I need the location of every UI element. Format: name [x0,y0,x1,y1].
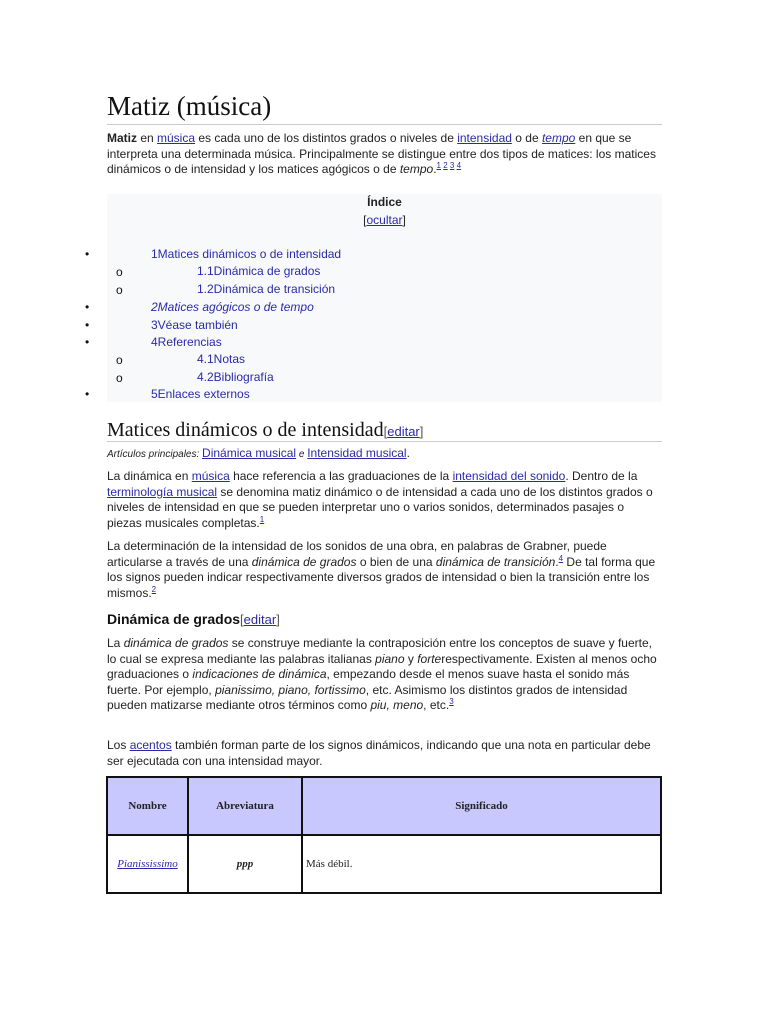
toc-bullet: o [116,283,123,297]
toc-item-matices-agogicos[interactable]: 2Matices agógicos o de tempo [151,300,314,314]
toc-item-dinamica-grados[interactable]: 1.1Dinámica de grados [197,264,321,278]
ref-link[interactable]: 2 [151,584,157,594]
toc-bullet: • [85,335,90,349]
ref-link[interactable]: 3 [449,161,455,170]
toc-item-referencias[interactable]: 4Referencias [151,335,222,349]
toc-item-bibliografia[interactable]: 4.2Bibliografía [197,370,274,384]
toc-title: Índice [367,195,402,209]
cell-meaning: Más débil. [302,835,661,893]
cell-name [107,835,188,893]
section-heading-dinamica-grados: Dinámica de grados[editar] [107,611,280,627]
ref-link[interactable]: 2 [443,161,448,170]
column-header-significado: Significado [302,777,661,835]
toc-toggle: [ocultar] [363,213,406,227]
cell-abbreviation: ppp [188,835,302,893]
ref-link[interactable]: 4 [558,553,564,563]
table-header-row [107,777,661,835]
toc-bullet: • [85,318,90,332]
link-acentos[interactable]: acentos [129,738,172,752]
link-dinamica-musical[interactable]: Dinámica musical [202,446,297,460]
paragraph-dinamica: La dinámica en música hace referencia a las graduaciones de la intensidad del sonido. Dentro de la terminología musical se denomina matiz dinámico o de intensidad a cada uno de los distintos grados o niveles de intensidad en que se pueden interpretar uno o varios sonidos, determinados pasajes o piezas musicales completas.$^1$ [107,469,653,530]
edit-link[interactable]: editar [387,424,420,439]
intro-bold-term: Matiz [107,131,137,145]
toc-item-vease-tambien[interactable]: 3Véase también [151,318,238,332]
toc-bullet: • [85,300,90,314]
edit-link[interactable]: editar [243,612,277,627]
ref-link[interactable]: 4 [456,161,462,170]
toc-item-enlaces-externos[interactable]: 5Enlaces externos [151,387,250,401]
ref-link[interactable]: 1 [259,514,265,524]
page-title: Matiz (música) [107,91,272,121]
toc-bullet: o [116,371,123,385]
hatnote: Artículos principales: Dinámica musical e Intensidad musical. [107,446,410,460]
link-terminologia-musical[interactable]: terminología musical [107,484,218,499]
section-heading-matices-dinamicos: Matices dinámicos o de intensidad[editar] [107,419,424,441]
paragraph-dinamica-grados: La dinámica de grados se construye mediante la contraposición entre los conceptos de suave y fuerte, lo cual se expresa mediante las palabras italianas piano y forterespectivamente. Existen al menos ocho graduaciones o indicaciones de dinámica, empezando desde el menos suave hasta el sonido más fuerte. Por ejemplo, pianissimo, piano, fortissimo, etc. Asimismo los distintos grados de intensidad pueden matizarse mediante otros términos como piu, meno, etc.$^3$ [107,636,657,712]
link-musica[interactable]: música [191,469,230,483]
column-header-abreviatura: Abreviatura [188,777,302,835]
intro-paragraph: Matiz en música es cada uno de los distintos grados o niveles de intensidad o de tempo en que se interpreta una determinada música. Principalmente se distingue entre dos tipos de matices: los matices dinámicos o de intensidad y los matices agógicos o de tempo.$^{1 2 3 4}$ [107,131,656,176]
title-divider [107,124,662,125]
toc-bullet: • [85,387,90,401]
paragraph-acentos: Los acentos también forman parte de los signos dinámicos, indicando que una nota en particular debe ser ejecutada con una intensidad mayor. [107,738,651,768]
toc-bullet: • [85,247,90,261]
ref-link[interactable]: 1 [436,161,441,170]
toc-item-dinamica-transicion[interactable]: 1.2Dinámica de transición [197,282,336,296]
link-pianississimo[interactable]: Pianississimo [117,858,178,870]
link-tempo[interactable]: tempo [541,131,576,145]
toc-bullet: o [116,353,123,367]
link-intensidad-musical[interactable]: Intensidad musical [307,446,407,460]
column-header-nombre: Nombre [107,777,188,835]
paragraph-determinacion: La determinación de la intensidad de los sonidos de una obra, en palabras de Grabner, puede articularse a través de una dinámica de grados o bien de una dinámica de transición.$^4$ De tal forma que los signos pueden indicar respectivamente diversos grados de intensidad o bien la transición entre los mismos.$^2$ [107,539,656,600]
table-row [107,835,661,893]
toc-item-matices-dinamicos[interactable]: 1Matices dinámicos o de intensidad [151,247,342,261]
toc-item-notas[interactable]: 4.1Notas [197,352,246,366]
section-divider [107,441,662,442]
toc-hide-link[interactable]: ocultar [366,213,403,227]
link-intensidad[interactable]: intensidad [457,131,512,145]
toc-bullet: o [116,265,123,279]
link-musica[interactable]: música [157,131,196,145]
dynamics-table [106,776,662,894]
link-intensidad-sonido[interactable]: intensidad del sonido [452,469,566,483]
ref-link[interactable]: 3 [449,697,454,706]
